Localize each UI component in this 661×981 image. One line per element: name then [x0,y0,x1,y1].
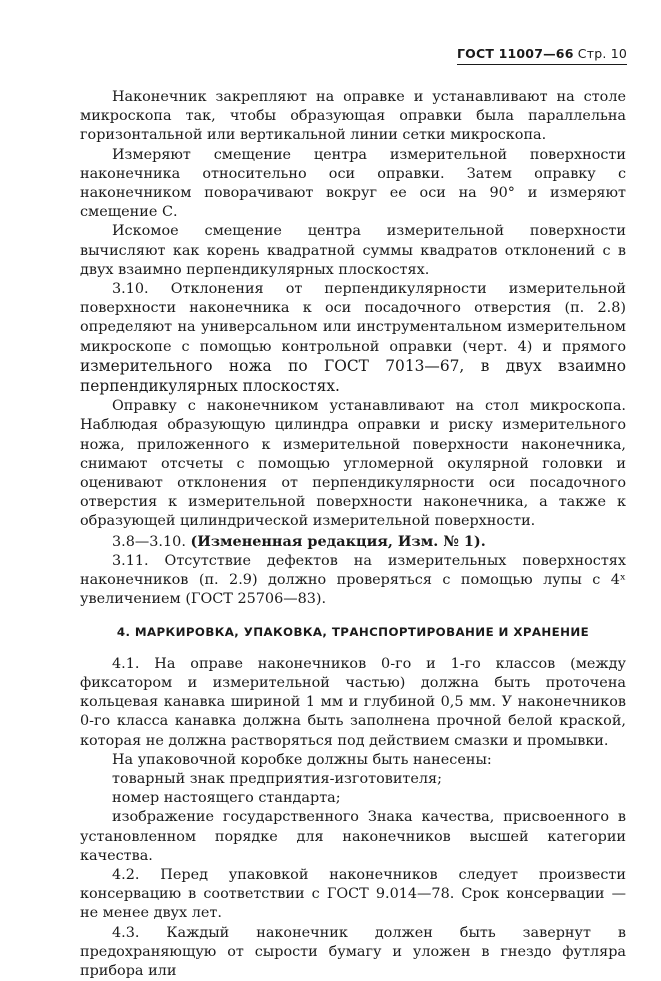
amendment-note: (Измененная редакция, Изм. № 1). [190,532,486,550]
list-item-trademark: товарный знак предприятия-изготовителя; [112,770,442,787]
paragraph-box-marking: На упаковочной коробке должны быть нанесены: [112,751,492,768]
paragraph-3-11: 3.11. Отсутствие дефектов на измерительных поверхностях наконечников (п. 2.9) должно проверяться с помощью лупы с 4ˣ увеличением (ГОСТ 25706—83). [80,552,626,608]
paragraph-4-1: 4.1. На оправе наконечников 0-го и 1-го классов (между фиксатором и измерительной частью) должна быть проточена кольцевая канавка шириной 1 мм и глубиной 0,5 мм. У наконечников 0-го класса канавка должна быть заполнена прочной белой краской, которая не должна растворяться под действием смазки и промывки. [80,655,626,749]
amendment-range: 3.8—3.10. [112,533,191,550]
section-title: 4. МАРКИРОВКА, УПАКОВКА, ТРАНСПОРТИРОВАНИЕ И ХРАНЕНИЕ [116,625,590,640]
paragraph-amendment [80,532,626,552]
paragraph-mounting: Наконечник закрепляют на оправке и устанавливают на столе микроскопа так, чтобы образующая оправки была параллельна горизонтальной или вертикальной линии сетки микроскопа. [80,89,626,144]
paragraph-offset-calc: Искомое смещение центра измерительной поверхности вычисляют как корень квадратной суммы квадратов отклонений с в двух взаимно перпендикулярных плоскостях. [80,223,626,278]
page-number: Стр. 10 [577,46,627,61]
paragraph-4-2: 4.2. Перед упаковкой наконечников следует произвести консервацию в соответствии с ГОСТ 9.014—78. Срок консервации — не менее двух лет. [80,866,626,922]
paragraph-reading: Оправку с наконечником устанавливают на стол микроскопа. Наблюдая образующую цилиндра оправки и риску измерительного ножа, приложенного к измерительной поверхности наконечника, снимают отсчеты с помощью угломерной окулярной головки и оценивают отклонения от перпендикулярности оси посадочного отверстия к измерительной поверхности наконечника, а также к образующей цилиндрической измерительной поверхности. [80,398,626,530]
list-item-standard-number: номер настоящего стандарта; [112,790,341,807]
paragraph-offset-measure: Измеряют смещение центра измерительной поверхности наконечника относительно оси оправки. Затем оправку с наконечником поворачивают вокруг ее оси на 90° и измеряют смещение С. [80,146,626,221]
body-text [80,88,626,981]
header-rule [457,64,627,66]
paragraph-3-10-part-1: 3.10. Отклонения от перпендикулярности измерительной поверхности наконечника к оси посадочного отверстия (п. 2.8) определяют на универсальном или инструментальном измерительном микроскопе с помощью контрольной оправки (черт. 4) и прямого [80,281,626,355]
page-header [457,46,627,61]
paragraph-3-10-part-2: измерительного ножа по ГОСТ 7013—67, в двух взаимно перпендикулярных плоскостях. [80,356,626,396]
paragraph-3-10 [80,280,626,397]
standard-number: ГОСТ 11007—66 [456,46,574,61]
paragraph-4-3: 4.3. Каждый наконечник должен быть завернут в предохраняющую от сырости бумагу и уложен в гнездо футляра прибора или [80,924,626,979]
list-item-quality-mark: изображение государственного Знака качества, присвоенного в установленном порядке для наконечников высшей категории качества. [80,809,626,864]
